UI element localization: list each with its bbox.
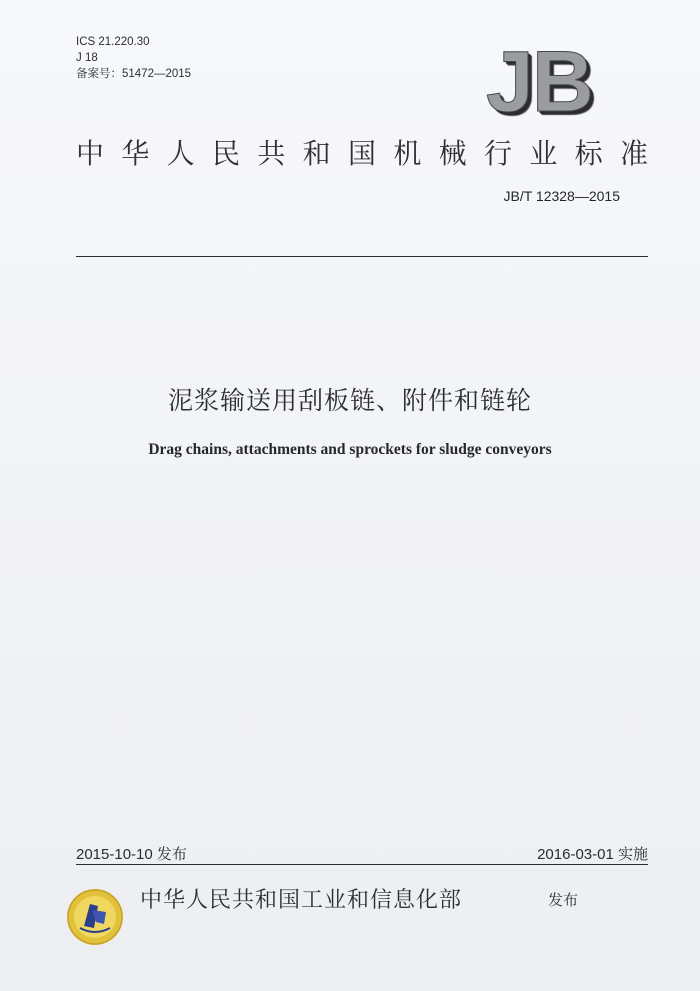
- effective-date: 2016-03-01 实施: [537, 846, 648, 863]
- class-code: J 18: [76, 52, 98, 64]
- document-title-en: Drag chains, attachments and sprockets for sludge conveyors: [148, 441, 552, 458]
- ics-code: ICS 21.220.30: [76, 36, 150, 48]
- top-divider: [76, 256, 648, 257]
- jb-logo: JB: [486, 34, 592, 130]
- publisher-name: 中华人民共和国工业和信息化部: [140, 888, 463, 913]
- document-title-zh: 泥浆输送用刮板链、附件和链轮: [167, 386, 532, 415]
- classification-block: [76, 34, 191, 82]
- filing-number: 备案号：51472—2015: [76, 68, 192, 80]
- standard-category-title: 中华人民共和国机械行业标准: [76, 137, 650, 170]
- publisher-seal-icon: [66, 888, 124, 946]
- standard-number: JB/T 12328—2015: [503, 188, 620, 204]
- publisher-suffix: 发布: [548, 891, 579, 909]
- issue-date: 2015-10-10 发布: [76, 846, 187, 863]
- bottom-divider: [76, 864, 648, 865]
